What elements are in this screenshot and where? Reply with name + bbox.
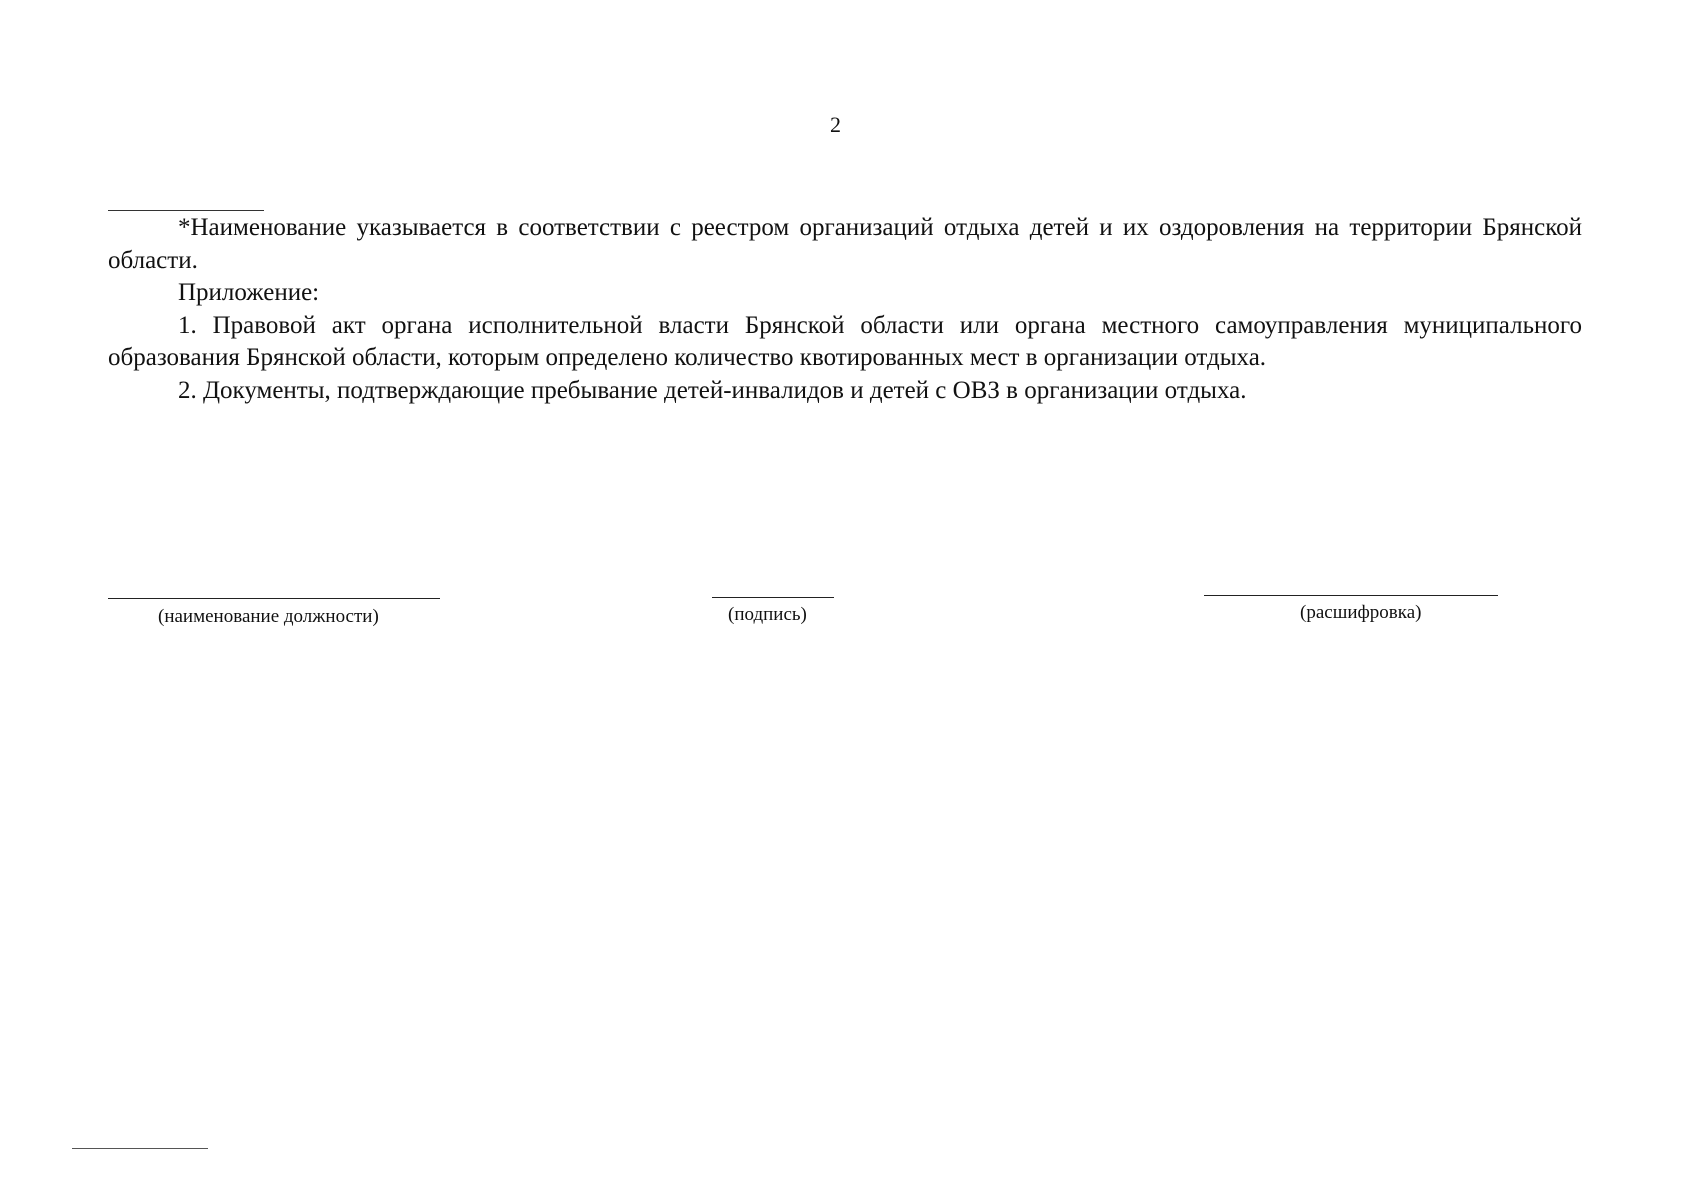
decryption-signature-line — [1204, 595, 1498, 596]
signature-caption: (подпись) — [728, 604, 807, 625]
attachment-heading: Приложение: — [178, 279, 320, 306]
footnote-text: *Наименование указывается в соответствии с реестром организаций отдыха детей и их оздоровления на территории Брянской области. — [108, 214, 1582, 274]
position-signature-line — [108, 598, 440, 599]
page-number: 2 — [830, 112, 841, 137]
footnote-separator — [108, 210, 264, 211]
signature-line — [712, 597, 834, 598]
attachment-item-1: 1. Правовой акт органа исполнительной власти Брянской области или органа местного самоуправления муниципального образования Брянской области, которым определено количество квотированных мест в организации отдыха. — [108, 311, 1582, 371]
position-caption: (наименование должности) — [158, 606, 379, 627]
attachment-item-2: 2. Документы, подтверждающие пребывание детей-инвалидов и детей с ОВЗ в организации отдыха. — [178, 376, 1247, 404]
document-body — [108, 212, 1582, 407]
decryption-caption: (расшифровка) — [1300, 602, 1422, 623]
bottom-rule — [72, 1148, 208, 1149]
